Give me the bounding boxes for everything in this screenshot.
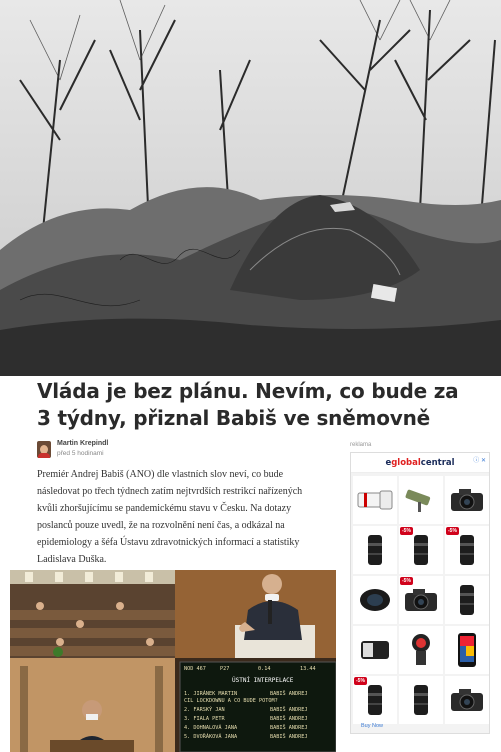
board-value-1: 13.44	[300, 666, 316, 672]
ad-product-spotting-scope[interactable]	[399, 476, 443, 524]
video-still[interactable]	[10, 570, 336, 752]
ad-buy-now[interactable]: Buy Now	[361, 723, 384, 729]
board-row-5-a: 5. DVOŘÁKOVÁ JANA	[184, 734, 238, 740]
author-avatar[interactable]	[37, 441, 51, 458]
ring-flash-icon	[408, 633, 434, 667]
chamber-scene	[10, 570, 336, 752]
ad-banner[interactable]	[350, 452, 490, 734]
board-row-2-a: 2. FARSKÝ JAN	[184, 707, 225, 713]
discount-badge: -5%	[356, 678, 365, 684]
ad-product-ring-flash[interactable]	[399, 626, 443, 674]
ad-product-grid	[351, 473, 489, 727]
ad-product-camera-lens[interactable]	[445, 576, 489, 624]
board-title: ÚSTNÍ INTERPELACE	[232, 677, 294, 684]
ad-product-camera-lens[interactable]	[445, 526, 489, 574]
ad-product-mirrorless-camera[interactable]	[445, 476, 489, 524]
camera-lens-icon	[411, 683, 431, 717]
board-row-0-a: 1. JIRÁNEK MARTIN	[184, 691, 238, 697]
board-header-left: NOD 467	[184, 666, 206, 672]
ad-product-camera-lens[interactable]	[399, 526, 443, 574]
telephoto-lens-icon	[356, 489, 394, 511]
camera-lens-icon	[365, 533, 385, 567]
article-title: Vláda je bez plánu. Nevím, co bude za 3 týdny, přiznal Babiš ve sněmovně	[37, 379, 459, 430]
board-header-mid: P27	[220, 666, 230, 672]
mirrorless-camera-icon	[449, 687, 485, 713]
ad-product-camera-lens[interactable]	[353, 676, 397, 724]
ad-product-flash-unit[interactable]	[353, 626, 397, 674]
ad-info-close-icon[interactable]: ⓘ ✕	[473, 458, 486, 464]
ad-logo[interactable]: eglobalcentral	[385, 457, 455, 468]
board-row-3-b: BABIŠ ANDREJ	[270, 716, 308, 722]
ad-product-mirrorless-camera[interactable]	[445, 676, 489, 724]
board-row-4-b: BABIŠ ANDREJ	[270, 725, 308, 731]
ad-product-mirrorless-camera[interactable]	[399, 576, 443, 624]
board-row-3-a: 3. FIALA PETR	[184, 716, 225, 722]
board-row-4-a: 4. DOHNALOVÁ JANA	[184, 725, 238, 731]
board-row-2-b: BABIŠ ANDREJ	[270, 707, 308, 713]
camera-lens-icon	[365, 683, 385, 717]
smartphone-icon	[456, 632, 478, 668]
ad-product-smartphone[interactable]	[445, 626, 489, 674]
board-value-0: 0.14	[258, 666, 271, 672]
camera-lens-icon	[457, 583, 477, 617]
pancake-lens-icon	[358, 587, 392, 613]
board-row-5-b: BABIŠ ANDREJ	[270, 734, 308, 740]
board-row-1-a: CIL LOCKDOWNU A CO BUDE POTOM?	[184, 698, 278, 704]
discount-badge: -5%	[448, 528, 457, 534]
discount-badge: -5%	[402, 578, 411, 584]
spotting-scope-icon	[402, 487, 440, 513]
mirrorless-camera-icon	[449, 487, 485, 513]
ad-product-camera-lens[interactable]	[353, 526, 397, 574]
article-perex: Premiér Andrej Babiš (ANO) dle vlastních slov neví, co bude následovat po třech týdnech zatím nejtvrdších restrikcí nařízených kvůli zhoršujícímu se pandemickému stavu v Česku. Na dotazy poslanců pouze uvedl, že na rozvolnění není čas, a odkázal na epidemiology a šéfa Ústavu zdravotnických informací a statistiky Ladislava Duška.	[37, 469, 303, 565]
ad-product-telephoto-lens[interactable]	[353, 476, 397, 524]
ad-label: reklama	[350, 442, 372, 448]
discount-badge: -5%	[402, 528, 411, 534]
camera-lens-icon	[411, 533, 431, 567]
flash-unit-icon	[357, 637, 393, 663]
ad-product-camera-lens[interactable]	[399, 676, 443, 724]
mirrorless-camera-icon	[403, 587, 439, 613]
board-row-0-b: BABIŠ ANDREJ	[270, 691, 308, 697]
publish-time: před 5 hodinami	[57, 450, 104, 457]
author-info	[37, 439, 108, 459]
author-name[interactable]: Martin Krepindl	[57, 440, 109, 447]
ad-product-pancake-lens[interactable]	[353, 576, 397, 624]
camera-lens-icon	[457, 533, 477, 567]
ad-header[interactable]	[351, 453, 489, 473]
